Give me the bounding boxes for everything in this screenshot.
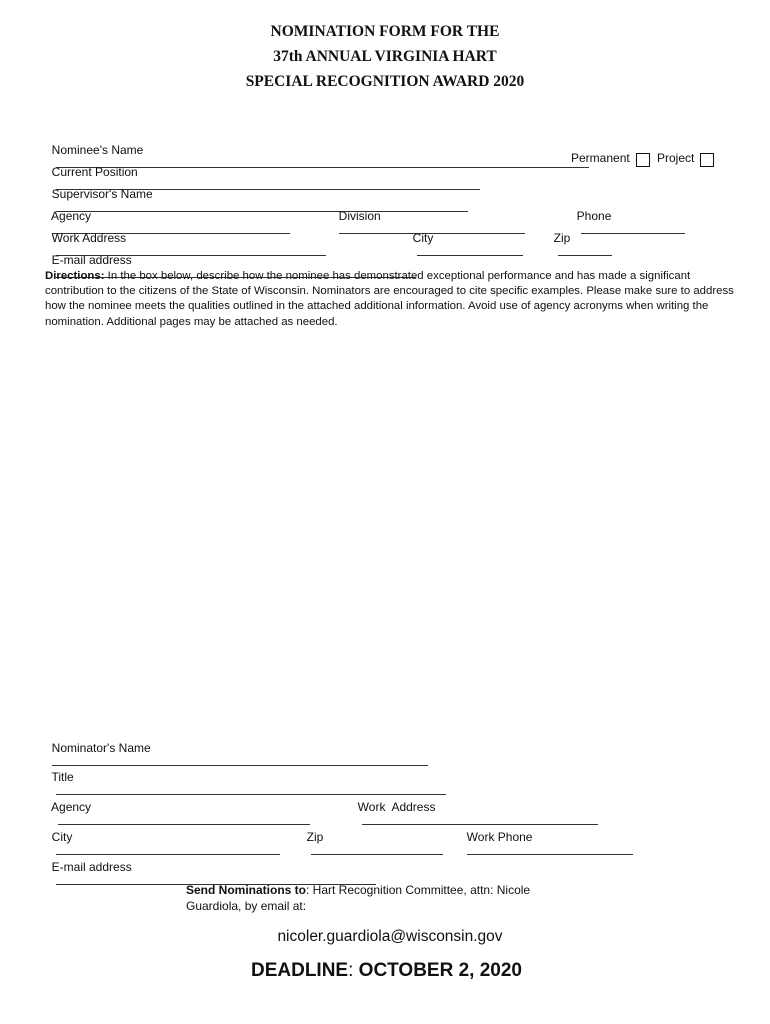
zip-field[interactable] [558, 245, 612, 256]
directions-body: In the box below, describe how the nominee has demonstrated exceptional performance and has made a significant contribution to the citizens of the State of Wisconsin. Nominators are encouraged to cite specific examples. Please make sure to address how the nominee meets the qualities outlined in the attached additional information. Avoid use of agency acronyms when writing the nomination. Additional pages may be attached as needed. [45, 270, 734, 328]
phone-label: Phone [576, 209, 612, 223]
send-nominations-text [186, 882, 566, 914]
directions-heading: Directions: [45, 270, 105, 282]
project-checkbox[interactable] [700, 153, 714, 167]
project-label: Project [657, 151, 695, 165]
division-label: Division [338, 209, 381, 223]
zip-label: Zip [553, 231, 571, 245]
nominator-work-phone-group [460, 816, 633, 858]
city-field[interactable] [417, 245, 523, 256]
nomination-text-area[interactable] [45, 340, 725, 710]
city-group [406, 217, 523, 259]
permanent-label: Permanent [571, 151, 630, 165]
agency-label: Agency [51, 209, 92, 223]
current-position-label: Current Position [51, 165, 138, 179]
form-title-line-1: NOMINATION FORM FOR THE [270, 23, 500, 40]
nominator-name-label: Nominator's Name [51, 741, 151, 755]
city-label: City [412, 231, 434, 245]
nominator-work-address-label: Work Address [357, 800, 436, 814]
form-title-line-3: SPECIAL RECOGNITION AWARD 2020 [245, 73, 525, 90]
nominator-city-label: City [51, 830, 73, 844]
supervisor-name-label: Supervisor's Name [51, 187, 153, 201]
deadline-colon: : [348, 960, 354, 981]
nominator-title-label: Title [51, 770, 74, 784]
directions-text [45, 269, 735, 330]
work-address-label: Work Address [51, 231, 127, 245]
form-title-line-2: 37th ANNUAL VIRGINIA HART [273, 48, 497, 65]
email-label: E-mail address [51, 253, 132, 267]
nominator-agency-label: Agency [51, 800, 92, 814]
send-nominations-body: : Hart Recognition Committee, attn: Nicole Guardiola, by email at: [186, 883, 531, 913]
send-nominations-heading: Send Nominations to [186, 883, 306, 897]
zip-group [547, 217, 612, 259]
deadline-date: OCTOBER 2, 2020 [353, 960, 522, 981]
permanent-checkbox[interactable] [636, 153, 650, 167]
nominee-name-label: Nominee's Name [51, 143, 144, 157]
deadline [0, 960, 770, 982]
nominator-work-phone-field[interactable] [467, 844, 633, 855]
nominator-email-label: E-mail address [51, 860, 132, 874]
deadline-label: DEADLINE [250, 960, 349, 981]
nominator-work-phone-label: Work Phone [466, 830, 533, 844]
contact-email: nicoler.guardiola@wisconsin.gov [277, 928, 503, 945]
nominator-zip-label: Zip [306, 830, 324, 844]
